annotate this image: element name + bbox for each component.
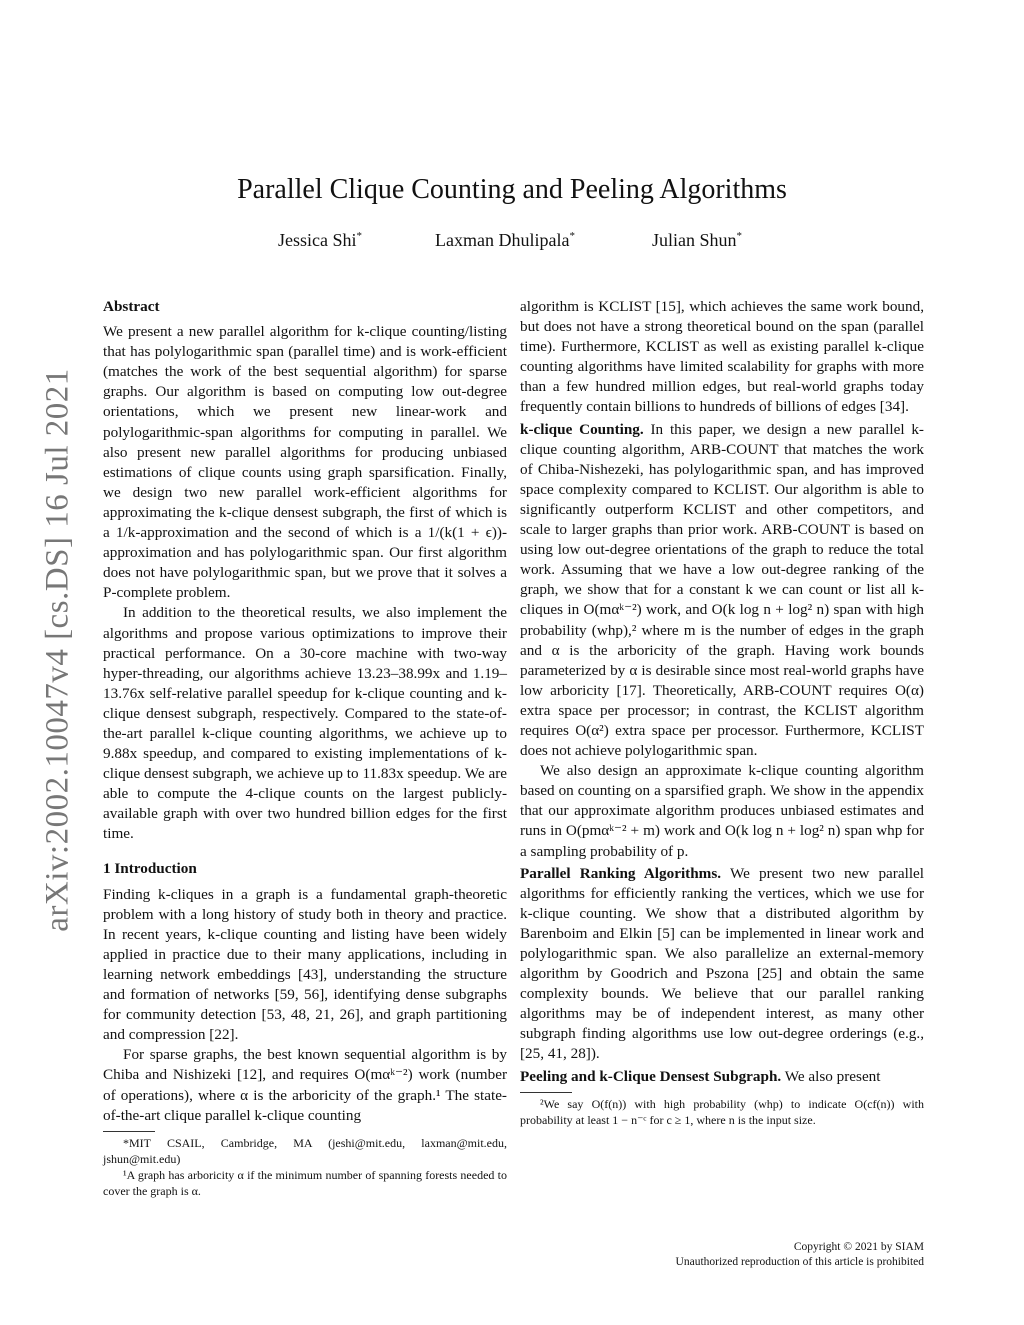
right-paragraph-approx: We also design an approximate k-clique counting algorithm based on counting on a sparsified graph. We show in the appendix that our approximate algorithm produces unbiased estimates and runs in O(pmαᵏ⁻² + m) work and O(k log n + log² n) span whp for a sampling probability of p. [520,762,924,860]
abstract-paragraph-2: In addition to the theoretical results, we also implement the algorithms and propose various optimizations to improve their practical performance. On a 30-core machine with two-way hyper-threading, our algorithms achieve 13.23–38.99x and 1.19–13.76x self-relative parallel speedup for k-clique counting and k-clique densest subgraph, respectively. Compared to the state-of-the-art parallel k-clique counting algorithms, we achieve up to 9.88x speedup, and compared to existing implementations of k-clique densest subgraph, we achieve up to 11.83x speedup. We are able to compute the 4-clique counts on the largest publicly-available graph with over two hundred billion edges for the first time. [103,604,507,843]
kclique-counting-heading: k-clique Counting. [520,420,644,438]
author-list [0,230,1024,254]
author-2: Laxman Dhulipala* [435,230,575,250]
copyright-line: Copyright © 2021 by SIAM [793,1241,924,1253]
abstract-heading: Abstract [103,298,160,315]
footnote-rule-right [520,1092,572,1093]
paper-title: Parallel Clique Counting and Peeling Algorithms [237,174,787,205]
footnote-rule [103,1131,155,1132]
intro-paragraph-1: Finding k-cliques in a graph is a fundamental graph-theoretic problem with a long history of study both in theory and practice. In recent years, k-clique counting and listing have been widely applied in practice due to their many applications, including in learning network embeddings [43], understanding the structure and formation of networks [59, 56], identifying dense subgraphs for community detection [53, 48, 21, 26], and graph partitioning and compression [22]. [103,885,507,1044]
author-3: Julian Shun* [652,230,743,250]
section-heading-introduction: 1 Introduction [103,859,197,877]
peeling-heading: Peeling and k-Clique Densest Subgraph. [520,1067,782,1085]
reproduction-notice: Unauthorized reproduction of this article is prohibited [675,1256,924,1268]
right-paragraph-peeling: Peeling and k-Clique Densest Subgraph. We also present [520,1067,881,1085]
right-column [520,297,924,1128]
footnote-affiliation: *MIT CSAIL, Cambridge, MA (jeshi@mit.edu, laxman@mit.edu, jshun@mit.edu) [103,1135,507,1166]
ranking-heading: Parallel Ranking Algorithms. [520,864,722,882]
footnote-2: ²We say O(f(n)) with high probability (whp) to indicate O(cf(n)) with probability at least 1 − n⁻ᶜ for c ≥ 1, where n is the input size. [520,1096,924,1127]
footnote-1: ¹A graph has arboricity α if the minimum number of spanning forests needed to cover the graph is α. [103,1167,507,1198]
right-paragraph-kclique: k-clique Counting. In this paper, we design a new parallel k-clique counting algorithm, ARB-COUNT that matches the work of Chiba-Nishezeki, has polylogarithmic span, and has improved space complexity compared to KCLIST. Our algorithm is able to significantly outperform KCLIST and other competitors, and scale to larger graphs than prior work. ARB-COUNT is based on using low out-degree orientations of the graph to reduce the total work. Assuming that we have a low out-degree ranking of the graph, we show that for a constant k we can count or list all k-cliques in O(mαᵏ⁻²) work, and O(k log n + log² n) span with high probability (whp),² where m is the number of edges in the graph and α is the arboricity of the graph. Having work bounds parameterized by α is desirable since most real-world graphs have low arboricity [17]. Theoretically, ARB-COUNT requires O(α) extra space per processor; in contrast, the KCLIST algorithm requires O(α²) extra space per processor. Furthermore, KCLIST does not achieve polylogarithmic span. [520,420,924,760]
right-paragraph-0: algorithm is KCLIST [15], which achieves the same work bound, but does not have a strong theoretical bound on the span (parallel time). Furthermore, KCLIST as well as existing parallel k-clique counting algorithms have limited scalability for graphs with more than a few hundred million edges, but real-world graphs today frequently contain billions to hundreds of billions of edges [34]. [520,298,924,416]
arxiv-identifier: arXiv:2002.10047v4 [cs.DS] 16 Jul 2021 [39,368,76,932]
right-paragraph-ranking: Parallel Ranking Algorithms. We present two new parallel algorithms for efficiently ranking the vertices, which we use for k-clique counting. We show that a distributed algorithm by Barenboim and Elkin [5] can be implemented in linear work and polylogarithmic span. We also parallelize an external-memory algorithm by Goodrich and Pszona [25] and obtain the same complexity bounds. We believe that our parallel ranking algorithms may be of independent interest, as many other subgraph finding algorithms use low out-degree orderings (e.g., [25, 41, 28]). [520,864,924,1063]
left-column [103,297,507,1199]
intro-paragraph-2: For sparse graphs, the best known sequential algorithm is by Chiba and Nishizeki [12], and requires O(mαᵏ⁻²) work (number of operations), where α is the arboricity of the graph.¹ The state-of-the-art clique parallel k-clique counting [103,1046,507,1124]
copyright-notice [676,1240,924,1270]
author-1: Jessica Shi* [278,230,362,250]
abstract-paragraph-1: We present a new parallel algorithm for k-clique counting/listing that has polylogarithmic span (parallel time) and is work-efficient (matches the work of the best sequential algorithm) for sparse graphs. Our algorithm is based on computing low out-degree orientations, which we present new linear-work and polylogarithmic-span algorithms for computing in parallel. We also present new parallel algorithms for producing unbiased estimations of clique counts using graph sparsification. Finally, we design two new parallel work-efficient algorithms for approximating the k-clique densest subgraph, the first of which is a 1/k-approximation and the second of which is a 1/(k(1 + ϵ))-approximation and has polylogarithmic span. Our first algorithm does not have polylogarithmic span, but we prove that it solves a P-complete problem. [103,323,507,602]
